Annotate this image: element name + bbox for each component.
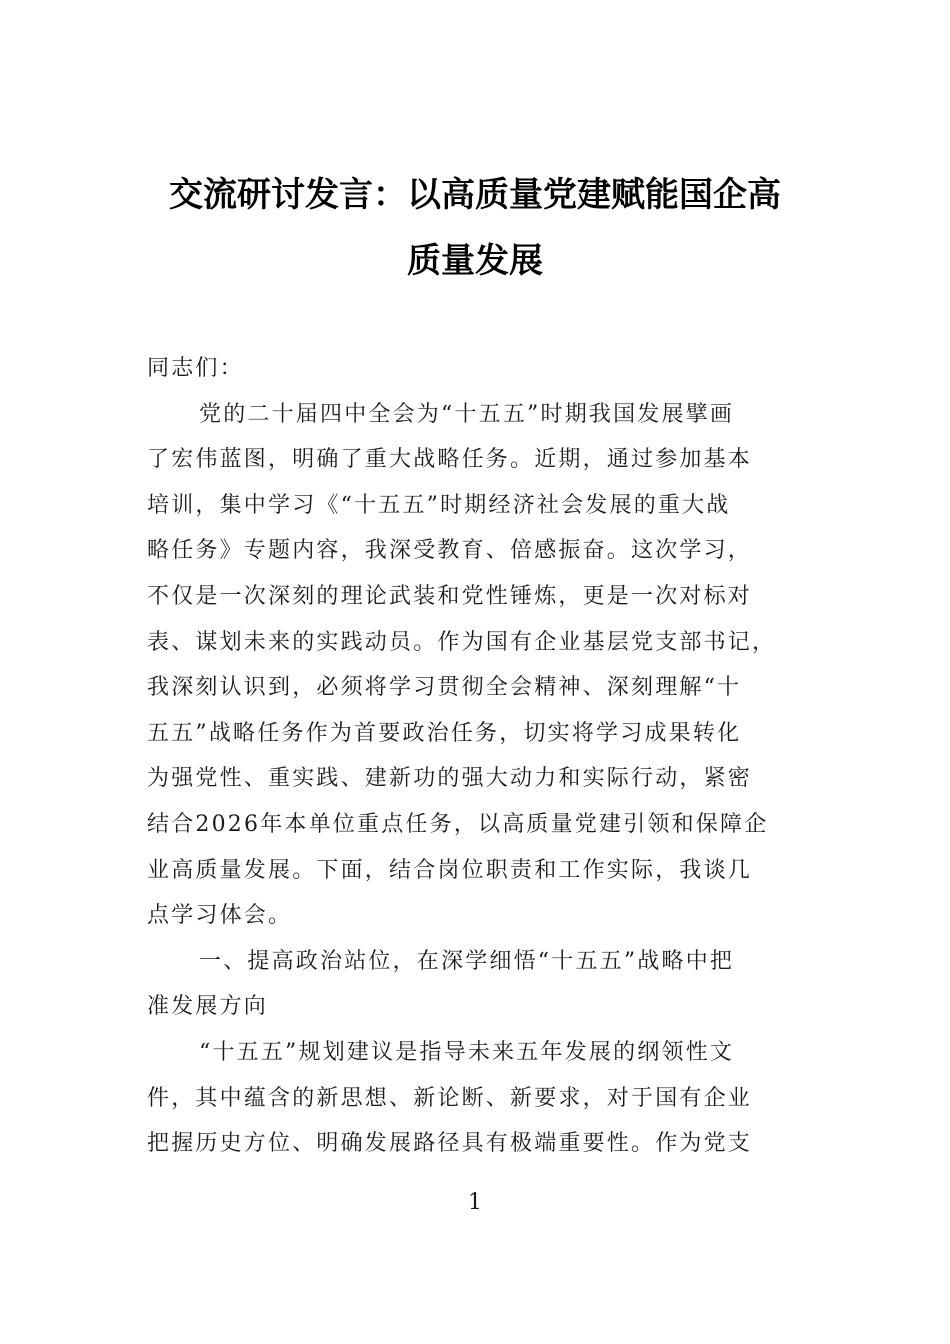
- paragraph-line: 表、谋划未来的实践动员。作为国有企业基层党支部书记，: [147, 629, 777, 655]
- document-title: [140, 162, 810, 294]
- document-body: [147, 346, 807, 1167]
- paragraph-line: 不仅是一次深刻的理论武装和党性锤炼，更是一次对标对: [147, 583, 753, 609]
- page-number: 1: [468, 1190, 482, 1215]
- paragraph-line: 了宏伟蓝图，明确了重大战略任务。近期，通过参加基本: [147, 447, 753, 473]
- title-line: 交流研讨发言：以高质量党建赋能国企高: [169, 175, 781, 215]
- paragraph-line: 党的二十届四中全会为“十五五”时期我国发展擘画: [199, 401, 735, 427]
- paragraph-line: 业高质量发展。下面，结合岗位职责和工作实际，我谈几: [147, 857, 753, 883]
- paragraph-line: 把握历史方位、明确发展路径具有极端重要性。作为党支: [147, 1131, 753, 1157]
- paragraph-line: 我深刻认识到，必须将学习贯彻全会精神、深刻理解“十: [147, 675, 742, 701]
- paragraph-line: 为强党性、重实践、建新功的强大动力和实际行动，紧密: [147, 766, 753, 792]
- paragraph-line: “十五五”规划建议是指导未来五年发展的纲领性文: [199, 1039, 735, 1065]
- section-heading-line: 一、提高政治站位，在深学细悟“十五五”战略中把: [199, 948, 735, 974]
- title-line: 质量发展: [407, 241, 543, 281]
- paragraph-line: 件，其中蕴含的新思想、新论断、新要求，对于国有企业: [147, 1085, 753, 1111]
- section-heading-line: 准发展方向: [147, 994, 269, 1020]
- paragraph-line: 结合2026年本单位重点任务，以高质量党建引领和保障企: [147, 811, 769, 837]
- paragraph-line: 略任务》专题内容，我深受教育、倍感振奋。这次学习，: [147, 538, 753, 564]
- paragraph-line: 五五”战略任务作为首要政治任务，切实将学习成果转化: [147, 720, 742, 746]
- salutation: 同志们：: [147, 356, 244, 381]
- paragraph-line: 培训，集中学习《“十五五”时期经济社会发展的重大战: [147, 492, 731, 518]
- paragraph-line: 点学习体会。: [147, 903, 293, 929]
